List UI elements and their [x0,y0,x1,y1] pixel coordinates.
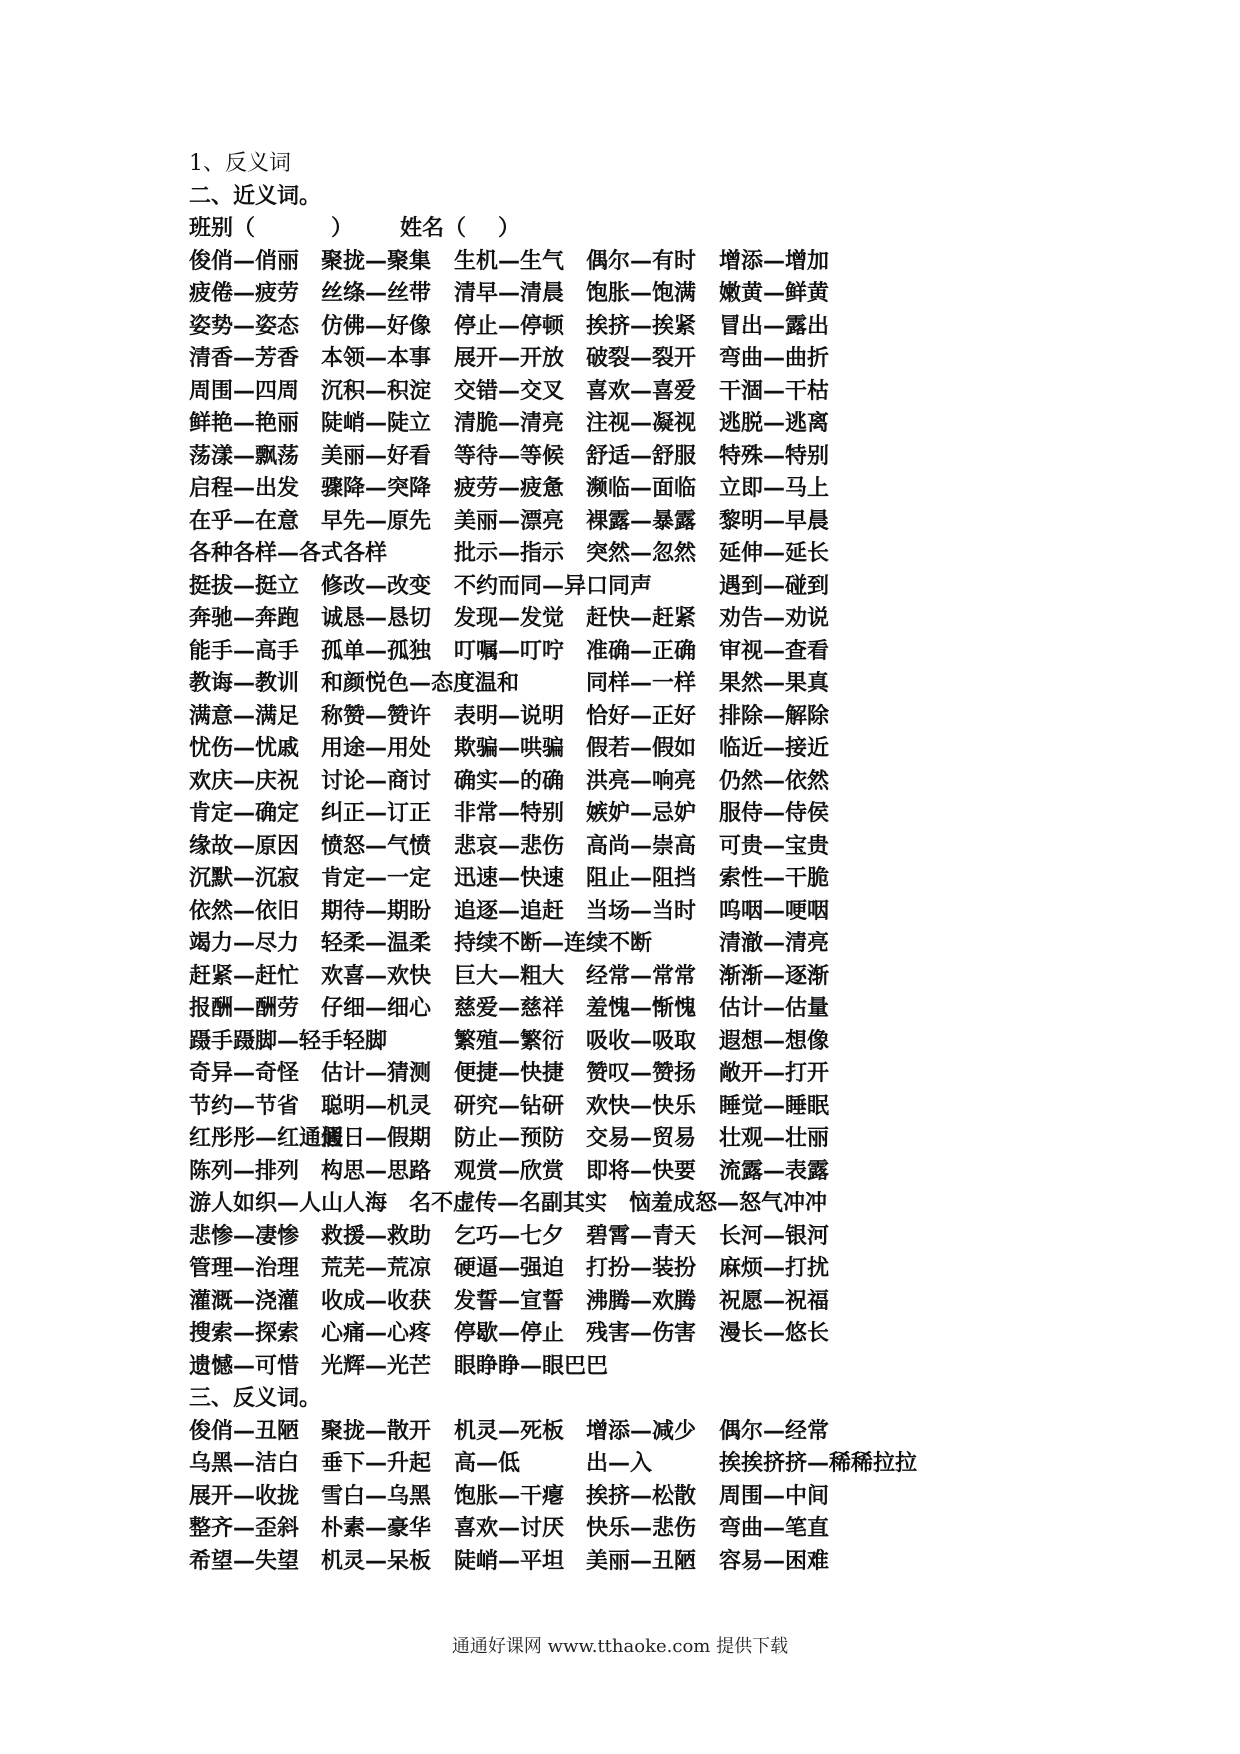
synonym-row [189,538,1069,571]
word-pair: 陡峭—陡立 [321,411,432,436]
word-pair: 特殊—特别 [719,443,830,469]
word-pair: 遇到—碰到 [719,573,830,599]
word-pair: 舒适—舒服 [586,443,697,469]
word-pair: 估计—估量 [719,996,830,1021]
word-pair: 高尚—崇高 [586,833,697,859]
word-pair: 壮观—壮丽 [719,1126,830,1151]
synonym-row [189,506,1069,539]
synonym-row [189,896,1069,929]
synonym-row [189,1091,1069,1124]
name-close: ） [498,216,521,241]
synonym-row [189,1253,1069,1286]
synonym-row [189,1351,1069,1384]
synonym-row [189,1318,1069,1351]
word-pair: 喜欢—喜爱 [586,378,697,404]
word-pair: 能手—高手 [189,638,300,664]
word-pair: 高—低 [454,1451,521,1476]
word-pair: 服侍—侍侯 [719,801,830,826]
word-pair: 赞叹—赞扬 [586,1061,697,1086]
word-pair: 期待—期盼 [321,898,432,924]
word-pair: 出—入 [586,1451,653,1476]
antonym-table [189,1416,1069,1579]
word-pair: 可贵—宝贵 [719,833,830,859]
word-pair: 即将—快要 [586,1158,697,1184]
class-label: 班别（ [189,216,256,241]
word-pair: 姿势—姿态 [189,313,300,339]
synonym-row [189,831,1069,864]
word-pair: 持续不断—连续不断 [454,931,653,956]
word-pair: 教诲—教训 [189,671,300,696]
synonym-row [189,1286,1069,1319]
word-pair: 慈爱—慈祥 [454,996,565,1021]
word-pair: 仿佛—好像 [321,313,432,339]
page-footer: 通通好课网 www.tthaoke.com 提供下载 [451,1636,789,1657]
word-pair: 嫩黄—鲜黄 [719,281,830,306]
word-pair: 赶紧—赶忙 [189,963,300,989]
word-pair: 垂下—升起 [321,1451,432,1476]
word-pair: 聚拢—聚集 [321,248,432,274]
word-pair: 满意—满足 [189,703,300,729]
word-pair: 审视—查看 [719,638,830,664]
word-pair: 呜咽—哽咽 [719,898,830,924]
word-pair: 欢喜—欢快 [321,963,432,989]
word-pair: 睡觉—睡眠 [719,1093,830,1119]
synonym-row [189,733,1069,766]
word-pair: 饱胀—饱满 [586,281,697,306]
word-pair: 防止—预防 [454,1126,565,1151]
word-pair: 机灵—死板 [454,1418,565,1444]
word-pair: 麻烦—打扰 [719,1256,830,1281]
word-pair: 硬逼—强迫 [454,1256,565,1281]
word-pair: 破裂—裂开 [586,346,697,371]
word-pair: 陡峭—平坦 [454,1548,565,1574]
word-pair: 周围—四周 [189,378,300,404]
synonym-row [189,766,1069,799]
synonym-row [189,1188,1069,1221]
synonym-row [189,701,1069,734]
synonym-row [189,571,1069,604]
word-pair: 嫉妒—忌妒 [586,801,697,826]
word-pair: 假日—假期 [321,1126,432,1151]
synonym-row [189,311,1069,344]
word-pair: 批示—指示 [454,541,565,566]
word-pair: 早先—原先 [321,508,432,534]
word-pair: 发现—发觉 [454,606,565,631]
word-pair: 停止—停顿 [454,313,565,339]
word-pair: 巨大—粗大 [454,963,565,989]
word-pair: 轻柔—温柔 [321,931,432,956]
synonym-row [189,603,1069,636]
word-pair: 劝告—劝说 [719,606,830,631]
word-pair: 丝绦—丝带 [321,281,432,306]
word-pair: 碧霄—青天 [586,1223,697,1249]
word-pair: 各种各样—各式各样 [189,541,388,566]
name-label: 姓名（ [400,216,467,241]
word-pair: 称赞—赞许 [321,703,432,729]
word-pair: 沸腾—欢腾 [586,1288,697,1314]
word-pair: 残害—伤害 [586,1321,697,1346]
word-pair: 增添—增加 [719,248,830,274]
word-pair: 敞开—打开 [719,1061,830,1086]
antonym-row [189,1448,1069,1481]
synonym-row [189,376,1069,409]
synonym-row [189,278,1069,311]
word-pair: 漫长—悠长 [719,1321,830,1346]
word-pair: 濒临—面临 [586,476,697,501]
word-pair: 增添—减少 [586,1418,697,1444]
word-pair: 构思—思路 [321,1158,432,1184]
word-pair: 美丽—漂亮 [454,508,565,534]
word-pair: 游人如织—人山人海 [189,1191,388,1216]
word-pair: 遐想—想像 [719,1028,830,1054]
word-pair: 恼羞成怒—怒气冲冲 [629,1191,828,1216]
antonym-row [189,1416,1069,1449]
antonym-row [189,1513,1069,1546]
word-pair: 竭力—尽力 [189,931,300,956]
synonym-row [189,408,1069,441]
word-pair: 机灵—呆板 [321,1548,432,1574]
word-pair: 研究—钻研 [454,1093,565,1119]
word-pair: 展开—收拢 [189,1483,300,1509]
class-name-row [189,213,1069,246]
synonym-table [189,246,1069,1384]
word-pair: 注视—凝视 [586,411,697,436]
document-body [189,148,1069,1578]
synonym-row [189,928,1069,961]
word-pair: 挺拔—挺立 [189,573,300,599]
word-pair: 蹑手蹑脚—轻手轻脚 [189,1028,388,1054]
word-pair: 突然—忽然 [586,541,697,566]
word-pair: 阻止—阻挡 [586,866,697,891]
word-pair: 黎明—早晨 [719,508,830,534]
word-pair: 眼睁睁—眼巴巴 [454,1353,609,1379]
word-pair: 清脆—清亮 [454,411,565,436]
word-pair: 骤降—突降 [321,476,432,501]
word-pair: 搜索—探索 [189,1321,300,1346]
word-pair: 光辉—光芒 [321,1353,432,1379]
word-pair: 吸收—吸取 [586,1028,697,1054]
word-pair: 忧伤—忧戚 [189,736,300,761]
word-pair: 修改—改变 [321,573,432,599]
word-pair: 弯曲—曲折 [719,346,830,371]
word-pair: 挨挤—松散 [586,1483,697,1509]
word-pair: 当场—当时 [586,898,697,924]
word-pair: 果然—果真 [719,671,830,696]
word-pair: 奔驰—奔跑 [189,606,300,631]
word-pair: 美丽—丑陋 [586,1548,697,1574]
word-pair: 聪明—机灵 [321,1093,432,1119]
word-pair: 悲惨—凄惨 [189,1223,300,1249]
word-pair: 遗憾—可惜 [189,1353,300,1379]
word-pair: 管理—治理 [189,1256,300,1281]
word-pair: 清香—芳香 [189,346,300,371]
word-pair: 陈列—排列 [189,1158,300,1184]
word-pair: 在乎—在意 [189,508,300,534]
word-pair: 交易—贸易 [586,1126,697,1151]
word-pair: 观赏—欣赏 [454,1158,565,1184]
word-pair: 讨论—商讨 [321,768,432,794]
word-pair: 便捷—快捷 [454,1061,565,1086]
word-pair: 快乐—悲伤 [586,1516,697,1541]
word-pair: 和颜悦色—态度温和 [321,671,520,696]
word-pair: 祝愿—祝福 [719,1288,830,1314]
word-pair: 本领—本事 [321,346,432,371]
word-pair: 流露—表露 [719,1158,830,1184]
word-pair: 欺骗—哄骗 [454,736,565,761]
word-pair: 裸露—暴露 [586,508,697,534]
word-pair: 展开—开放 [454,346,565,371]
word-pair: 灌溉—浇灌 [189,1288,300,1314]
word-pair: 偶尔—经常 [719,1418,830,1444]
word-pair: 乌黑—洁白 [189,1451,300,1476]
word-pair: 不约而同—异口同声 [454,573,653,599]
antonym-row [189,1546,1069,1579]
word-pair: 渐渐—逐渐 [719,963,830,989]
word-pair: 周围—中间 [719,1483,830,1509]
word-pair: 饱胀—干瘪 [454,1483,565,1509]
word-pair: 清澈—清亮 [719,931,830,956]
word-pair: 疲劳—疲惫 [454,476,565,501]
word-pair: 荒芜—荒凉 [321,1256,432,1281]
word-pair: 启程—出发 [189,476,300,501]
word-pair: 洪亮—响亮 [586,768,697,794]
word-pair: 整齐—歪斜 [189,1516,300,1541]
word-pair: 鲜艳—艳丽 [189,411,300,436]
section-title-synonyms: 二、近义词。 [189,183,322,209]
word-pair: 报酬—酬劳 [189,996,300,1021]
word-pair: 偶尔—有时 [586,248,697,274]
word-pair: 弯曲—笔直 [719,1516,830,1541]
synonym-row [189,1221,1069,1254]
word-pair: 名不虚传—名副其实 [409,1191,608,1216]
synonym-row [189,961,1069,994]
word-pair: 迅速—快速 [454,866,565,891]
synonym-row [189,441,1069,474]
word-pair: 延伸—延长 [719,541,830,566]
synonym-row [189,1156,1069,1189]
word-pair: 发誓—宣誓 [454,1288,565,1314]
antonym-row [189,1481,1069,1514]
word-pair: 假若—假如 [586,736,697,761]
word-pair: 用途—用处 [321,736,432,761]
synonym-row [189,1058,1069,1091]
synonym-row [189,668,1069,701]
word-pair: 容易—困难 [719,1548,830,1574]
synonym-row [189,993,1069,1026]
section-title-antonyms: 三、反义词。 [189,1386,322,1411]
word-pair: 沉默—沉寂 [189,866,300,891]
word-pair: 缘故—原因 [189,833,300,859]
class-close: ） [331,216,354,241]
word-pair: 朴素—豪华 [321,1516,432,1541]
word-pair: 聚拢—散开 [321,1418,432,1444]
word-pair: 立即—马上 [719,476,830,501]
word-pair: 孤单—孤独 [321,638,432,664]
synonym-row [189,343,1069,376]
word-pair: 依然—依旧 [189,898,300,924]
word-pair: 悲哀—悲伤 [454,833,565,859]
word-pair: 同样—一样 [586,671,697,696]
word-pair: 奇异—奇怪 [189,1061,300,1086]
synonym-row [189,798,1069,831]
word-pair: 繁殖—繁衍 [454,1028,565,1054]
word-pair: 喜欢—讨厌 [454,1516,565,1541]
word-pair: 恰好—正好 [586,703,697,729]
word-pair: 纠正—订正 [321,801,432,826]
word-pair: 表明—说明 [454,703,565,729]
word-pair: 心痛—心疼 [321,1321,432,1346]
word-pair: 愤怒—气愤 [321,833,432,859]
word-pair: 索性—干脆 [719,866,830,891]
word-pair: 红彤彤—红通通 [189,1126,344,1151]
word-pair: 经常—常常 [586,963,697,989]
word-pair: 排除—解除 [719,703,830,729]
word-pair: 俊俏—丑陋 [189,1418,300,1444]
synonym-row [189,1123,1069,1156]
synonym-row [189,246,1069,279]
word-pair: 干涸—干枯 [719,378,830,404]
word-pair: 希望—失望 [189,1548,300,1574]
word-pair: 仍然—依然 [719,768,830,794]
word-pair: 肯定—确定 [189,801,300,826]
word-pair: 逃脱—逃离 [719,411,830,436]
synonym-row [189,473,1069,506]
word-pair: 雪白—乌黑 [321,1483,432,1509]
word-pair: 肯定—一定 [321,866,432,891]
word-pair: 叮嘱—叮咛 [454,638,565,664]
word-pair: 节约—节省 [189,1093,300,1119]
word-pair: 收成—收获 [321,1288,432,1314]
item-title: 1、反义词 [189,151,291,176]
word-pair: 等待—等候 [454,443,565,469]
word-pair: 荡漾—飘荡 [189,443,300,469]
word-pair: 停歇—停止 [454,1321,565,1346]
word-pair: 准确—正确 [586,638,697,664]
word-pair: 赶快—赶紧 [586,606,697,631]
word-pair: 临近—接近 [719,736,830,761]
word-pair: 疲倦—疲劳 [189,281,300,306]
word-pair: 非常—特别 [454,801,565,826]
word-pair: 估计—猜测 [321,1061,432,1086]
word-pair: 仔细—细心 [321,996,432,1021]
word-pair: 长河—银河 [719,1223,830,1249]
word-pair: 乞巧—七夕 [454,1223,565,1249]
word-pair: 沉积—积淀 [321,378,432,404]
word-pair: 确实—的确 [454,768,565,794]
synonym-row [189,1026,1069,1059]
word-pair: 冒出—露出 [719,313,830,339]
word-pair: 诚恳—恳切 [321,606,432,631]
word-pair: 挨挨挤挤—稀稀拉拉 [719,1451,918,1476]
word-pair: 欢庆—庆祝 [189,768,300,794]
word-pair: 交错—交叉 [454,378,565,404]
synonym-row [189,636,1069,669]
word-pair: 清早—清晨 [454,281,565,306]
word-pair: 欢快—快乐 [586,1093,697,1119]
word-pair: 美丽—好看 [321,443,432,469]
word-pair: 羞愧—惭愧 [586,996,697,1021]
word-pair: 救援—救助 [321,1223,432,1249]
word-pair: 打扮—装扮 [586,1256,697,1281]
synonym-row [189,863,1069,896]
word-pair: 挨挤—挨紧 [586,313,697,339]
word-pair: 俊俏—俏丽 [189,248,300,274]
word-pair: 生机—生气 [454,248,565,274]
word-pair: 追逐—追赶 [454,898,565,924]
